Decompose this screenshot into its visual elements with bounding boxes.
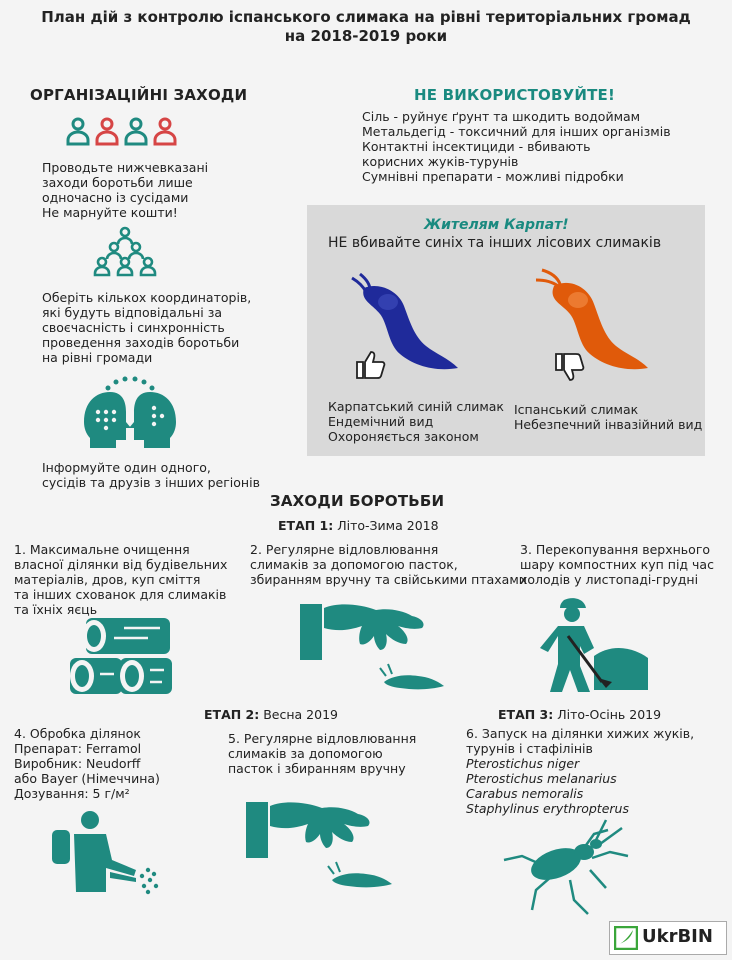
stage-3-label: ЕТАП 3: Літо-Осінь 2019 bbox=[498, 707, 662, 722]
communication-heads-icon bbox=[80, 372, 180, 454]
hand-picking-slug-icon-2 bbox=[246, 800, 406, 892]
thumbs-up-icon bbox=[355, 350, 387, 380]
ukrbin-logo-text: UkrBIN bbox=[642, 926, 713, 947]
page-title bbox=[0, 8, 732, 46]
digging-worker-icon bbox=[528, 596, 652, 698]
ukrbin-logo bbox=[609, 921, 727, 955]
orange-slug-icon bbox=[534, 266, 652, 378]
species-1: Pterostichus niger bbox=[466, 756, 580, 771]
measures-heading: ЗАХОДИ БОРОТЬБИ bbox=[270, 492, 445, 510]
org-heading: ОРГАНІЗАЦІЙНІ ЗАХОДИ bbox=[30, 86, 248, 104]
org-block-3: Інформуйте один одного, сусідів та друзів з інших регіонів bbox=[42, 460, 260, 490]
group-pyramid-icon bbox=[90, 226, 160, 278]
step-3-text: 3. Перекопування верхнього шару компостних куп під час холодів у листопаді-грудні bbox=[520, 542, 714, 587]
logs-woodpile-icon bbox=[64, 616, 176, 698]
title-line-1: План дій з контролю іспанського слимака на рівні територіальних громад bbox=[41, 8, 691, 26]
ground-beetle-icon bbox=[500, 814, 634, 918]
thumbs-down-icon bbox=[554, 352, 586, 382]
hand-picking-slug-icon bbox=[300, 602, 460, 694]
step-2-text: 2. Регулярне відловлювання слимаків за допомогою пасток, збиранням вручну та свійськими птахами bbox=[250, 542, 527, 587]
carpathian-heading: Жителям Карпат! bbox=[424, 217, 569, 233]
species-2: Pterostichus melanarius bbox=[466, 771, 617, 786]
orange-slug-caption: Іспанський слимак Небезпечний інвазійний вид bbox=[514, 402, 703, 432]
org-block-2: Оберіть кількох координаторів, які будуть відповідальні за своєчасність і синхронність проведення заходів боротьби на рівні громади bbox=[42, 290, 252, 365]
step-4-text: 4. Обробка ділянок Препарат: Ferramol Виробник: Neudorff або Bayer (Німеччина) Дозування: 5 г/м² bbox=[14, 726, 160, 801]
ukrbin-logo-icon bbox=[614, 926, 638, 950]
species-4: Staphylinus erythropterus bbox=[466, 801, 629, 816]
step-5-text: 5. Регулярне відловлювання слимаків за допомогою пасток і збиранням вручну bbox=[228, 731, 417, 776]
species-3: Carabus nemoralis bbox=[466, 786, 584, 801]
stage-2-label: ЕТАП 2: Весна 2019 bbox=[204, 707, 338, 722]
dont-list: Сіль - руйнує ґрунт та шкодить водоймам Метальдегід - токсичний для інших організмів Контактні інсектициди - вбивають корисних жуків-турунів Сумнівні препарати - можливі підробки bbox=[362, 109, 671, 184]
stage-1-label: ЕТАП 1: Літо-Зима 2018 bbox=[278, 518, 439, 533]
step-1-text: 1. Максимальне очищення власної ділянки від будівельних матеріалів, дров, куп сміття та інших схованок для слимаків та їхніх яєць bbox=[14, 542, 228, 617]
step-6-text: 6. Запуск на ділянки хижих жуків, турунів і стафілінів Pterostichus niger Pterostichus melanarius Carabus nemoralis Staphylinus erythropterus bbox=[466, 726, 695, 816]
people-row-icon bbox=[66, 116, 184, 148]
dont-heading: НЕ ВИКОРИСТОВУЙТЕ! bbox=[414, 86, 616, 104]
title-line-2: на 2018-2019 роки bbox=[284, 27, 448, 45]
blue-slug-caption: Карпатський синій слимак Ендемічний вид Охороняється законом bbox=[328, 399, 504, 444]
sprayer-worker-icon bbox=[50, 806, 160, 902]
carpathian-subheading: НЕ вбивайте синіх та інших лісових слимаків bbox=[328, 235, 662, 251]
org-block-1: Проводьте нижчевказані заходи боротьби лише одночасно із сусідами Не марнуйте кошти! bbox=[42, 160, 209, 220]
